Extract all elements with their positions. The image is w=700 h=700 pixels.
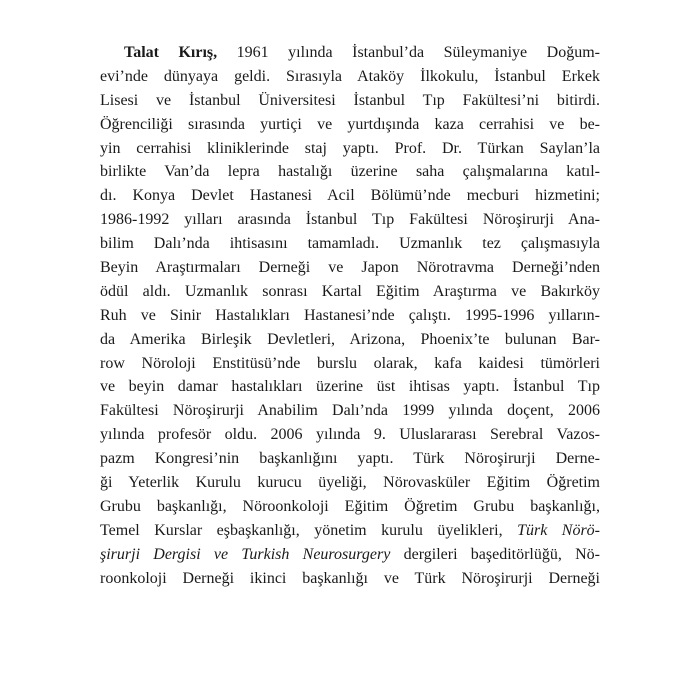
text-line: şirurji Dergisi ve Turkish Neurosurgery dergileri başeditörlüğü, Nö- — [100, 545, 600, 563]
text-line: Grubu başkanlığı, Nöroonkoloji Eğitim Öğretim Grubu başkanlığı, — [100, 497, 600, 515]
text-line: yin cerrahisi kliniklerinde staj yaptı. Prof. Dr. Türkan Saylan’la — [100, 139, 600, 157]
text-line: Talat Kırış, 1961 yılında İstanbul’da Süleymaniye Doğum- — [124, 44, 601, 61]
text-line: ödül aldı. Uzmanlık sonrası Kartal Eğitim Araştırma ve Bakırköy — [100, 282, 600, 300]
text-line: Temel Kurslar eşbaşkanlığı, yönetim kurulu üyelikleri, Türk Nörö- — [100, 521, 601, 539]
text-line: Öğrenciliği sırasında yurtiçi ve yurtdışında kaza cerrahisi ve be- — [100, 115, 600, 133]
text-line: dı. Konya Devlet Hastanesi Acil Bölümü’nde mecburi hizmetini; — [100, 187, 600, 205]
text-line: Ruh ve Sinir Hastalıkları Hastanesi’nde çalıştı. 1995-1996 yılların- — [100, 306, 600, 324]
text-line: yılında profesör oldu. 2006 yılında 9. Uluslararası Serebral Vazos- — [100, 426, 600, 444]
text-line: bilim Dalı’nda ihtisasını tamamladı. Uzmanlık tez çalışmasıyla — [100, 235, 600, 253]
journal-title-part: şirurji Dergisi ve Turkish Neurosurgery — [100, 545, 391, 563]
text-line: birlikte Van’da lepra hastalığı üzerine saha çalışmalarına katıl- — [100, 163, 600, 181]
text-line: roonkoloji Derneği ikinci başkanlığı ve Türk Nöroşirurji Derneği — [100, 569, 600, 587]
text-line: evi’nde dünyaya geldi. Sırasıyla Ataköy İlkokulu, İstanbul Erkek — [100, 67, 600, 85]
text-line: row Nöroloji Enstitüsü’nde burslu olarak, kafa kaidesi tümörleri — [100, 354, 600, 372]
text-line: Beyin Araştırmaları Derneği ve Japon Nörotravma Derneği’nden — [100, 259, 600, 277]
biography-paragraph — [100, 41, 600, 590]
text-line: ği Yeterlik Kurulu kurucu üyeliği, Nörovasküler Eğitim Öğretim — [100, 474, 600, 492]
text-line: Fakültesi Nöroşirurji Anabilim Dalı’nda 1999 yılında doçent, 2006 — [100, 402, 600, 420]
text-line: Lisesi ve İstanbul Üniversitesi İstanbul Tıp Fakültesi’ni bitirdi. — [100, 91, 600, 109]
author-name: Talat Kırış, — [124, 44, 218, 61]
text-line: da Amerika Birleşik Devletleri, Arizona, Phoenix’te bulunan Bar- — [100, 330, 600, 348]
text-line: 1986-1992 yılları arasında İstanbul Tıp Fakültesi Nöroşirurji Ana- — [100, 211, 600, 229]
text-line: ve beyin damar hastalıkları üzerine üst ihtisas yaptı. İstanbul Tıp — [100, 378, 600, 396]
text-line: pazm Kongresi’nin başkanlığını yaptı. Türk Nöroşirurji Derne- — [100, 450, 600, 468]
journal-title-part: Türk Nörö- — [517, 521, 601, 539]
